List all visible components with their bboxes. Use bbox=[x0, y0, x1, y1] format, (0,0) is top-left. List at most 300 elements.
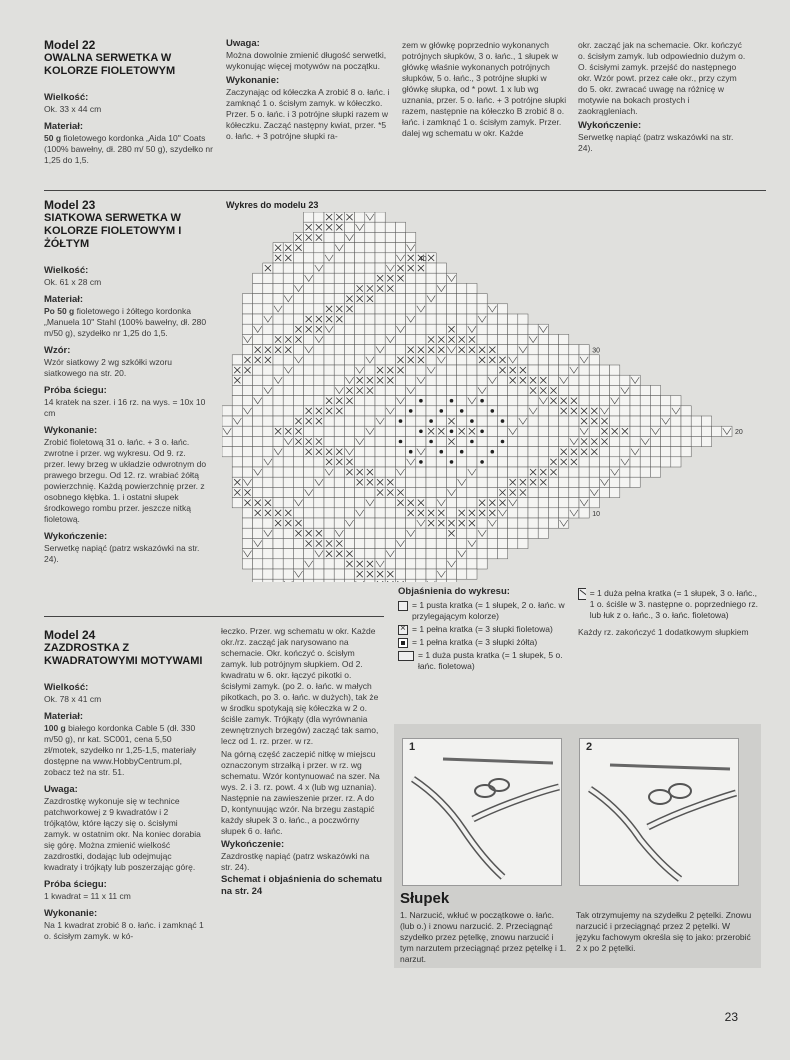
chart-cell bbox=[395, 406, 405, 416]
chart-cell bbox=[518, 385, 528, 395]
chart-cell bbox=[579, 477, 589, 487]
chart-cell bbox=[569, 385, 579, 395]
chart-cell bbox=[222, 436, 232, 446]
chart-cell bbox=[253, 579, 263, 582]
chart-cell bbox=[406, 273, 416, 283]
chart-cell bbox=[487, 396, 497, 406]
chart-cell bbox=[365, 528, 375, 538]
chart-cell bbox=[355, 253, 365, 263]
model24-material-label: Materiał: bbox=[44, 711, 84, 722]
chart-cell bbox=[385, 498, 395, 508]
chart-cell bbox=[467, 385, 477, 395]
step1-number: 1 bbox=[409, 741, 416, 753]
chart-cell bbox=[304, 304, 314, 314]
chart-cell bbox=[355, 416, 365, 426]
chart-cell bbox=[518, 324, 528, 334]
model22-note-label: Uwaga: bbox=[226, 38, 260, 49]
chart-cell bbox=[242, 304, 252, 314]
chart-cell bbox=[477, 538, 487, 548]
chart-cell bbox=[253, 447, 263, 457]
chart-cell bbox=[293, 508, 303, 518]
chart-cell bbox=[273, 467, 283, 477]
chart-cell bbox=[324, 579, 334, 582]
chart-cell bbox=[446, 579, 456, 582]
chart-cell bbox=[283, 447, 293, 457]
chart-cell bbox=[620, 406, 630, 416]
chart-cell bbox=[375, 294, 385, 304]
chart-cell bbox=[253, 549, 263, 559]
chart-cell bbox=[314, 508, 324, 518]
chart-cell bbox=[304, 375, 314, 385]
chart-cell bbox=[304, 253, 314, 263]
chart-cell bbox=[365, 549, 375, 559]
chart-mark-dot bbox=[501, 440, 505, 444]
chart-cell bbox=[661, 436, 671, 446]
chart-cell bbox=[446, 314, 456, 324]
chart-cell bbox=[426, 273, 436, 283]
chart-cell bbox=[395, 508, 405, 518]
chart-cell bbox=[344, 243, 354, 253]
chart-cell bbox=[304, 477, 314, 487]
chart-cell bbox=[446, 283, 456, 293]
chart-cell bbox=[395, 314, 405, 324]
chart-cell bbox=[304, 569, 314, 579]
chart-cell bbox=[559, 385, 569, 395]
chart-cell bbox=[314, 243, 324, 253]
chart-cell bbox=[671, 457, 681, 467]
chart-cell bbox=[446, 538, 456, 548]
chart-cell bbox=[314, 283, 324, 293]
chart-cell bbox=[436, 538, 446, 548]
chart-cell bbox=[538, 334, 548, 344]
chart-cell bbox=[538, 406, 548, 416]
chart-cell bbox=[344, 477, 354, 487]
chart-cell bbox=[304, 549, 314, 559]
chart-cell bbox=[324, 487, 334, 497]
chart-cell bbox=[344, 334, 354, 344]
chart-cell bbox=[365, 314, 375, 324]
chart-cell bbox=[548, 355, 558, 365]
model24-gauge-label: Próba ściegu: bbox=[44, 879, 107, 890]
chart-cell bbox=[273, 406, 283, 416]
chart-cell bbox=[518, 447, 528, 457]
chart-cell bbox=[273, 273, 283, 283]
chart-cell bbox=[365, 304, 375, 314]
chart-cell bbox=[344, 273, 354, 283]
chart-cell bbox=[518, 426, 528, 436]
legend-full-yellow-text: = 1 pełna kratka (= 3 słupki żółta) bbox=[412, 637, 538, 647]
chart-cell bbox=[406, 375, 416, 385]
chart-cell bbox=[355, 518, 365, 528]
chart-cell bbox=[508, 436, 518, 446]
legend-big-full-text: = 1 duża pełna kratka (= 1 słupek, 3 o. łańc., 1 o. ściśle w 3. następne o. poprzedniego rz. lub łuk z o. łańc., 3 o. łańc. fioletowa) bbox=[589, 588, 758, 620]
chart-cell bbox=[365, 365, 375, 375]
chart-cell bbox=[324, 365, 334, 375]
model23-gauge: 14 kratek na szer. i 16 rz. na wys. = 10x 10 cm bbox=[44, 397, 206, 418]
chart-cell bbox=[263, 477, 273, 487]
chart-cell bbox=[395, 447, 405, 457]
chart-cell bbox=[671, 416, 681, 426]
chart-cell bbox=[283, 273, 293, 283]
chart-mark-dot bbox=[409, 409, 413, 413]
chart-cell bbox=[508, 467, 518, 477]
chart-cell bbox=[508, 447, 518, 457]
chart-cell bbox=[355, 457, 365, 467]
chart-cell bbox=[579, 467, 589, 477]
chart-mark-dot bbox=[501, 419, 505, 423]
chart-cell bbox=[283, 375, 293, 385]
chart-cell bbox=[548, 447, 558, 457]
chart-cell bbox=[314, 385, 324, 395]
chart-cell bbox=[508, 385, 518, 395]
chart-cell bbox=[640, 406, 650, 416]
chart-cell bbox=[365, 324, 375, 334]
model22-number: Model 22 bbox=[44, 38, 96, 52]
model23-number: Model 23 bbox=[44, 198, 96, 212]
chart-cell bbox=[365, 487, 375, 497]
step2-illustration bbox=[579, 738, 739, 886]
chart-cell bbox=[467, 498, 477, 508]
chart-cell bbox=[263, 467, 273, 477]
page-number: 23 bbox=[724, 1010, 738, 1024]
chart-cell bbox=[406, 334, 416, 344]
chart-cell bbox=[293, 385, 303, 395]
chart-cell bbox=[242, 559, 252, 569]
crochet-hook-step2-icon bbox=[580, 739, 738, 885]
chart-cell bbox=[375, 467, 385, 477]
chart-cell bbox=[283, 498, 293, 508]
chart-mark-dot bbox=[419, 430, 423, 434]
chart-cell bbox=[497, 334, 507, 344]
chart-cell bbox=[436, 324, 446, 334]
chart-cell bbox=[528, 457, 538, 467]
model23-pattern: Wzór siatkowy 2 wg szkółki wzoru siatkowego na str. 20. bbox=[44, 357, 173, 378]
legend-note: Każdy rz. zakończyć 1 dodatkowym słupkiem bbox=[578, 627, 749, 637]
chart-cell bbox=[569, 426, 579, 436]
chart-cell bbox=[263, 294, 273, 304]
chart-cell bbox=[691, 416, 701, 426]
chart-cell bbox=[426, 528, 436, 538]
chart-cell bbox=[355, 243, 365, 253]
chart-cell bbox=[385, 355, 395, 365]
chart-cell bbox=[365, 457, 375, 467]
chart-mark-dot bbox=[419, 460, 423, 464]
chart-cell bbox=[416, 273, 426, 283]
chart-cell bbox=[436, 559, 446, 569]
chart-cell bbox=[610, 385, 620, 395]
legend-full-yellow bbox=[398, 637, 568, 648]
chart-cell bbox=[355, 345, 365, 355]
chart-cell bbox=[273, 314, 283, 324]
chart-cell bbox=[548, 498, 558, 508]
chart-cell bbox=[650, 396, 660, 406]
chart-cell bbox=[630, 436, 640, 446]
chart-cell bbox=[365, 263, 375, 273]
chart-cell bbox=[610, 457, 620, 467]
chart-cell bbox=[324, 436, 334, 446]
chart-cell bbox=[385, 253, 395, 263]
chart-cell bbox=[304, 365, 314, 375]
model23-finish-label: Wykończenie: bbox=[44, 531, 108, 542]
model23-finish: Serwetkę napiąć (patrz wskazówki na str. 24). bbox=[44, 543, 200, 564]
chart-cell bbox=[273, 385, 283, 395]
chart-mark-dot bbox=[480, 430, 484, 434]
chart-cell bbox=[467, 406, 477, 416]
chart-cell bbox=[681, 416, 691, 426]
chart-cell bbox=[375, 579, 385, 582]
chart-cell bbox=[355, 324, 365, 334]
model23-material bbox=[44, 306, 209, 339]
chart-cell bbox=[426, 538, 436, 548]
chart-cell bbox=[314, 498, 324, 508]
chart-cell bbox=[304, 467, 314, 477]
chart-cell bbox=[497, 528, 507, 538]
chart-title: Wykres do modelu 23 bbox=[226, 200, 319, 210]
chart-cell bbox=[406, 396, 416, 406]
chart-cell bbox=[365, 243, 375, 253]
chart-cell bbox=[355, 304, 365, 314]
chart-cell bbox=[548, 477, 558, 487]
chart-cell bbox=[242, 508, 252, 518]
chart-cell bbox=[395, 559, 405, 569]
chart-cell bbox=[406, 324, 416, 334]
chart-cell bbox=[487, 365, 497, 375]
chart-cell bbox=[457, 498, 467, 508]
chart-cell bbox=[477, 487, 487, 497]
chart-cell bbox=[446, 447, 456, 457]
chart-cell bbox=[589, 477, 599, 487]
chart-mark-dot bbox=[460, 450, 464, 454]
chart-cell bbox=[385, 222, 395, 232]
chart-cell bbox=[385, 304, 395, 314]
chart-cell bbox=[518, 457, 528, 467]
chart-cell bbox=[293, 396, 303, 406]
chart-cell bbox=[487, 457, 497, 467]
chart-cell bbox=[375, 222, 385, 232]
chart-cell bbox=[334, 518, 344, 528]
model22-size: Ok. 33 x 44 cm bbox=[44, 104, 102, 114]
chart-cell bbox=[385, 396, 395, 406]
chart-mark-dot bbox=[450, 430, 454, 434]
chart-cell bbox=[446, 477, 456, 487]
chart-cell bbox=[242, 314, 252, 324]
chart-cell bbox=[548, 436, 558, 446]
chart-cell bbox=[650, 385, 660, 395]
chart-cell bbox=[232, 457, 242, 467]
chart-mark-dot bbox=[440, 409, 444, 413]
chart-cell bbox=[426, 447, 436, 457]
chart-cell bbox=[457, 559, 467, 569]
chart-cell bbox=[365, 416, 375, 426]
chart-cell bbox=[599, 457, 609, 467]
legend-big-empty-text: = 1 duża pusta kratka (= 1 słupek, 5 o. łańc. fioletowa) bbox=[418, 650, 563, 671]
chart-cell bbox=[314, 212, 324, 222]
chart-cell bbox=[365, 508, 375, 518]
chart-cell bbox=[283, 467, 293, 477]
chart-cell bbox=[385, 467, 395, 477]
chart-row-label: 10 bbox=[592, 510, 600, 518]
chart-cell bbox=[497, 324, 507, 334]
chart-cell bbox=[538, 365, 548, 375]
chart-cell bbox=[385, 426, 395, 436]
chart-cell bbox=[569, 416, 579, 426]
chart-cell bbox=[344, 345, 354, 355]
chart-cell bbox=[304, 426, 314, 436]
chart-cell bbox=[375, 232, 385, 242]
chart-cell bbox=[446, 549, 456, 559]
chart-cell bbox=[497, 304, 507, 314]
model24-size-label: Wielkość: bbox=[44, 682, 89, 693]
chart-cell bbox=[355, 426, 365, 436]
chart-cell bbox=[548, 487, 558, 497]
chart-cell bbox=[518, 436, 528, 446]
chart-cell bbox=[681, 406, 691, 416]
chart-cell bbox=[661, 447, 671, 457]
chart-cell bbox=[477, 375, 487, 385]
chart-cell bbox=[406, 416, 416, 426]
model24-finish: Zazdrostkę napiąć (patrz wskazówki na str. 24). bbox=[221, 851, 370, 872]
chart-cell bbox=[446, 355, 456, 365]
chart-cell bbox=[640, 396, 650, 406]
chart-cell bbox=[324, 232, 334, 242]
chart-cell bbox=[365, 436, 375, 446]
chart-cell bbox=[610, 375, 620, 385]
chart-cell bbox=[508, 416, 518, 426]
chart-cell bbox=[579, 365, 589, 375]
model24-col2 bbox=[221, 626, 383, 898]
chart-cell bbox=[395, 457, 405, 467]
chart-cell bbox=[610, 487, 620, 497]
chart-cell bbox=[518, 467, 528, 477]
chart-cell bbox=[314, 426, 324, 436]
chart-cell bbox=[518, 538, 528, 548]
legend-big-full bbox=[578, 588, 758, 621]
chart-row-label: 30 bbox=[592, 347, 600, 355]
chart-cell bbox=[426, 385, 436, 395]
chart-cell bbox=[477, 365, 487, 375]
chart-cell bbox=[395, 528, 405, 538]
chart-cell bbox=[324, 508, 334, 518]
chart-cell bbox=[314, 375, 324, 385]
chart-cell bbox=[304, 508, 314, 518]
chart-cell bbox=[538, 345, 548, 355]
chart-cell bbox=[334, 375, 344, 385]
model23-material-amount: Po 50 g bbox=[44, 306, 75, 316]
chart-cell bbox=[324, 375, 334, 385]
chart-cell bbox=[589, 365, 599, 375]
chart-cell bbox=[497, 385, 507, 395]
chart-cell bbox=[273, 436, 283, 446]
chart-cell bbox=[283, 304, 293, 314]
chart-cell bbox=[681, 436, 691, 446]
chart-cell bbox=[416, 559, 426, 569]
empty-square-icon bbox=[398, 601, 408, 611]
chart-cell bbox=[253, 436, 263, 446]
chart-cell bbox=[395, 294, 405, 304]
chart-cell bbox=[630, 426, 640, 436]
chart-cell bbox=[375, 406, 385, 416]
chart-cell bbox=[385, 416, 395, 426]
chart-cell bbox=[487, 487, 497, 497]
chart-cell bbox=[610, 406, 620, 416]
chart-cell bbox=[232, 426, 242, 436]
chart-cell bbox=[334, 263, 344, 273]
chart-cell bbox=[457, 396, 467, 406]
chart-cell bbox=[477, 549, 487, 559]
chart-cell bbox=[528, 396, 538, 406]
chart-cell bbox=[406, 487, 416, 497]
model22-exec-label: Wykonanie: bbox=[226, 75, 280, 86]
chart-cell bbox=[518, 314, 528, 324]
model22-material-desc: fioletowego kordonka „Aida 10" Coats (100% bawełny, dł. 280 m/ 50 g), szydełko nr 1,25 do 1,5. bbox=[44, 133, 213, 165]
chart-cell bbox=[293, 477, 303, 487]
model22-col1 bbox=[44, 38, 214, 166]
chart-cell bbox=[293, 365, 303, 375]
chart-cell bbox=[406, 294, 416, 304]
chart-cell bbox=[416, 467, 426, 477]
chart-cell bbox=[548, 508, 558, 518]
chart-cell bbox=[457, 385, 467, 395]
chart-cell bbox=[630, 416, 640, 426]
chart-cell bbox=[242, 385, 252, 395]
chart-cell bbox=[263, 518, 273, 528]
chart-cell bbox=[375, 447, 385, 457]
chart-cell bbox=[253, 457, 263, 467]
chart-cell bbox=[599, 375, 609, 385]
chart-cell bbox=[426, 569, 436, 579]
chart-cell bbox=[283, 528, 293, 538]
chart-cell bbox=[253, 559, 263, 569]
chart-cell bbox=[273, 569, 283, 579]
chart-cell bbox=[283, 314, 293, 324]
chart-cell bbox=[304, 334, 314, 344]
chart-cell bbox=[395, 569, 405, 579]
chart-cell bbox=[334, 416, 344, 426]
chart-cell bbox=[487, 334, 497, 344]
chart-cell bbox=[620, 436, 630, 446]
chart-cell bbox=[589, 385, 599, 395]
chart-cell bbox=[579, 487, 589, 497]
chart-cell bbox=[375, 212, 385, 222]
chart-cell bbox=[293, 447, 303, 457]
chart-cell bbox=[497, 345, 507, 355]
chart-cell bbox=[314, 355, 324, 365]
chart-cell bbox=[497, 538, 507, 548]
chart-cell bbox=[253, 375, 263, 385]
chart-cell bbox=[650, 436, 660, 446]
chart-cell bbox=[559, 477, 569, 487]
chart-cell bbox=[426, 355, 436, 365]
chart-mark-dot bbox=[419, 399, 423, 403]
chart-cell bbox=[283, 324, 293, 334]
chart-cell bbox=[426, 477, 436, 487]
chart-cell bbox=[589, 457, 599, 467]
chart-cell bbox=[293, 457, 303, 467]
chart-cell bbox=[436, 467, 446, 477]
step1-illustration bbox=[402, 738, 562, 886]
chart-cell bbox=[304, 457, 314, 467]
chart-cell bbox=[375, 243, 385, 253]
chart-cell bbox=[630, 457, 640, 467]
chart-cell bbox=[242, 436, 252, 446]
chart-cell bbox=[640, 457, 650, 467]
chart-cell bbox=[589, 426, 599, 436]
chart-cell bbox=[548, 518, 558, 528]
chart-cell bbox=[436, 436, 446, 446]
chart-cell bbox=[487, 477, 497, 487]
chart-cell bbox=[406, 436, 416, 446]
model23-material-desc: fioletowego i żółtego kordonka „Manuela 10" Stahl (100% bawełny, dł. 280 m/50 g), szydełko nr 1,25 do 1,5. bbox=[44, 306, 207, 338]
